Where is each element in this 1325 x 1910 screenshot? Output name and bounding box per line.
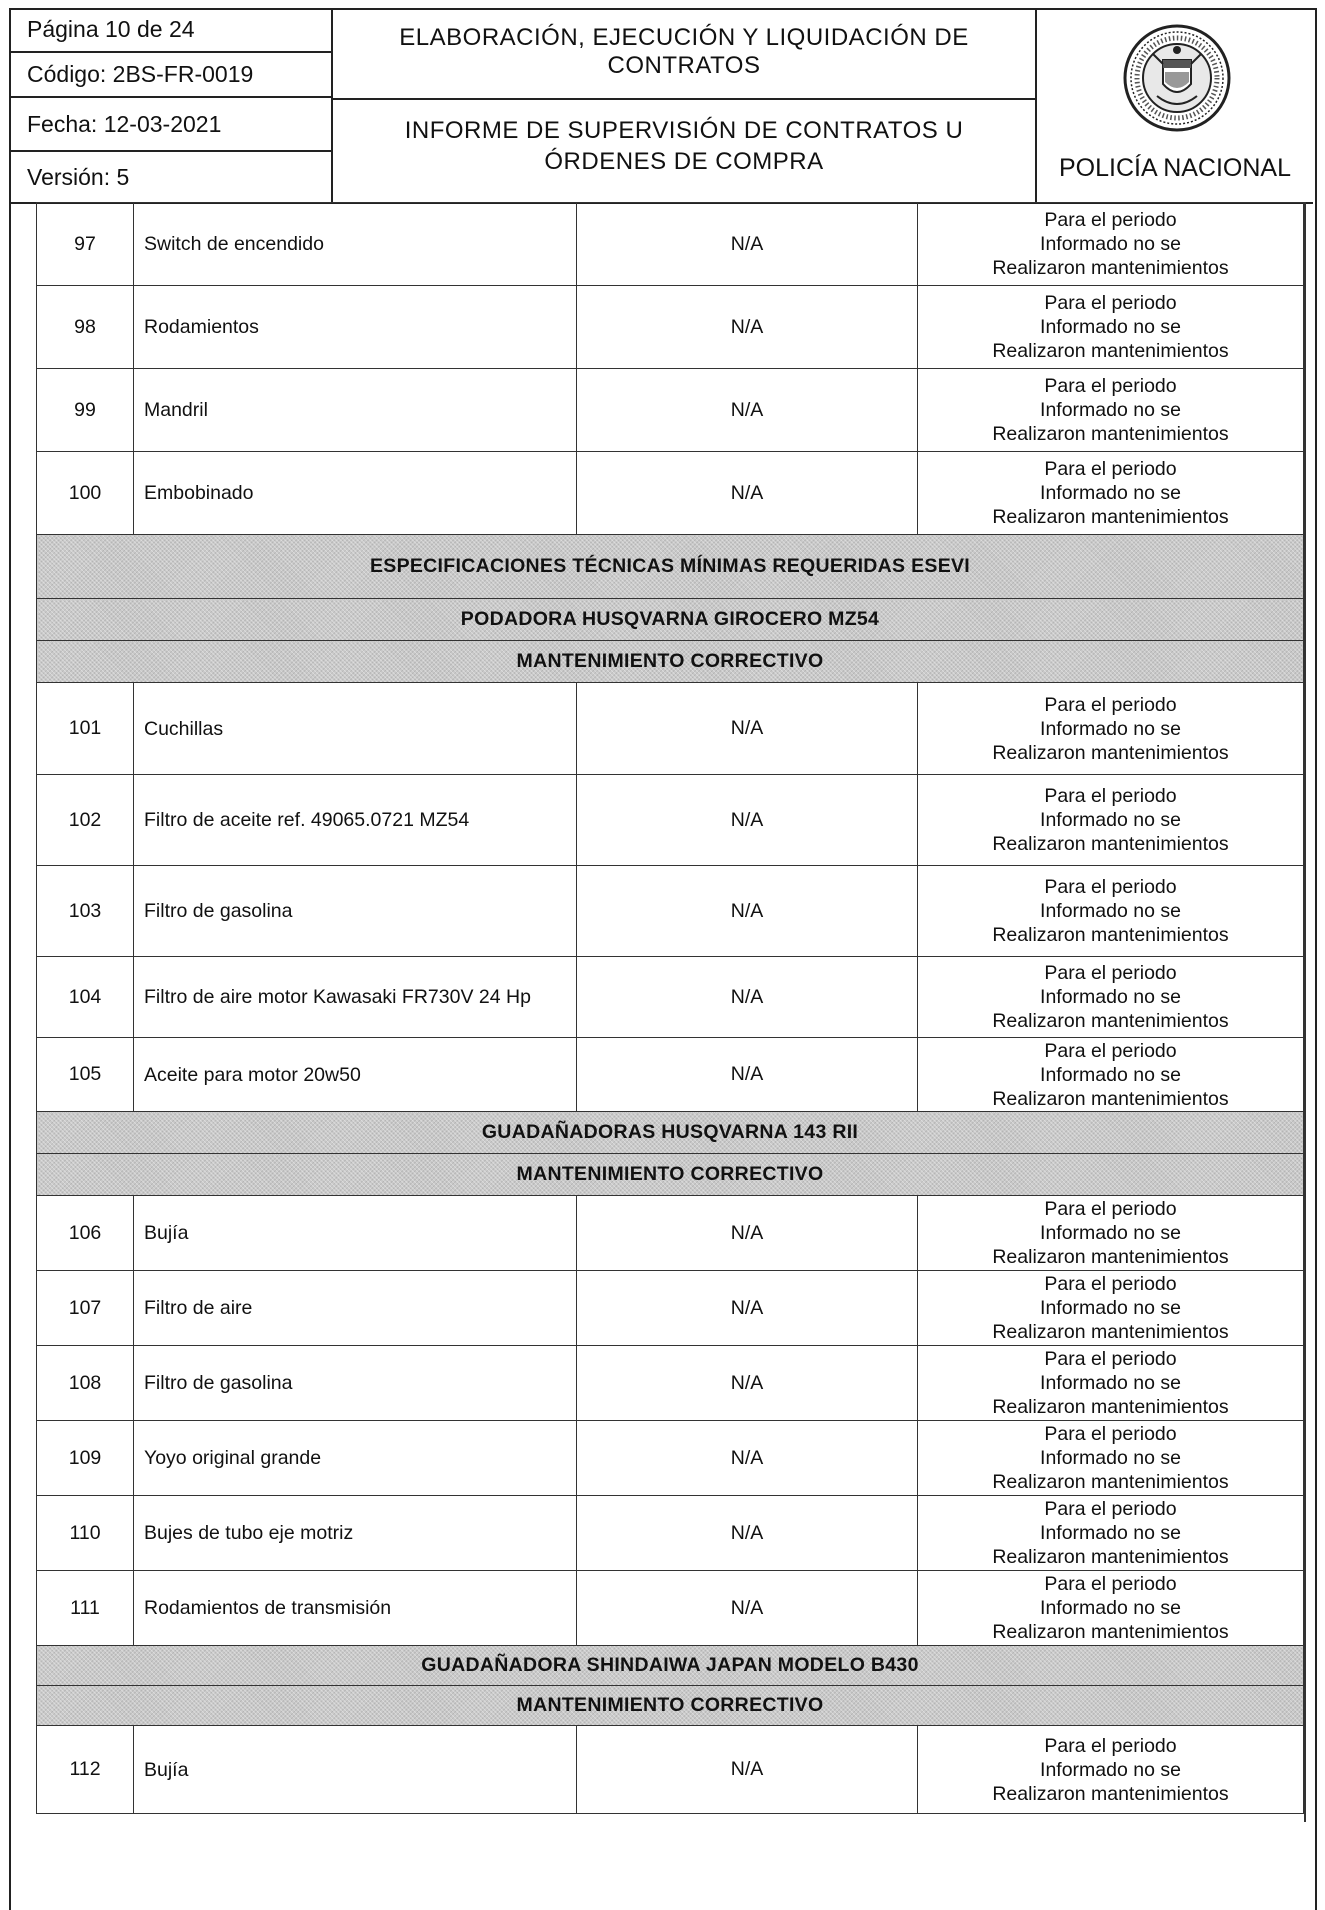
- title-line-2: CONTRATOS: [607, 52, 761, 79]
- item-value: N/A: [577, 203, 918, 286]
- table-row: [37, 957, 1304, 1038]
- table-row: [37, 775, 1304, 866]
- item-observation: Para el periodo Informado no se Realizaron mantenimientos: [918, 1571, 1304, 1646]
- item-observation: Para el periodo Informado no se Realizaron mantenimientos: [918, 369, 1304, 452]
- table-row: [37, 369, 1304, 452]
- table-row: [37, 286, 1304, 369]
- organization-name: POLICÍA NACIONAL: [1058, 154, 1292, 182]
- document-date: Fecha: 12-03-2021: [9, 98, 331, 152]
- table-row: [37, 1038, 1304, 1112]
- item-number: 106: [37, 1196, 134, 1271]
- item-observation: Para el periodo Informado no se Realizaron mantenimientos: [918, 866, 1304, 957]
- section-header: MANTENIMIENTO CORRECTIVO: [37, 1154, 1304, 1196]
- page-number: Página 10 de 24: [9, 8, 331, 53]
- item-number: 107: [37, 1271, 134, 1346]
- item-value: N/A: [577, 683, 918, 775]
- section-header: PODADORA HUSQVARNA GIROCERO MZ54: [37, 599, 1304, 641]
- item-value: N/A: [577, 1346, 918, 1421]
- item-description: Rodamientos: [134, 286, 577, 369]
- item-description: Filtro de gasolina: [134, 866, 577, 957]
- item-value: N/A: [577, 1421, 918, 1496]
- item-number: 109: [37, 1421, 134, 1496]
- item-description: Bujía: [134, 1196, 577, 1271]
- item-number: 101: [37, 683, 134, 775]
- item-observation: Para el periodo Informado no se Realizaron mantenimientos: [918, 775, 1304, 866]
- section-header: MANTENIMIENTO CORRECTIVO: [37, 641, 1304, 683]
- item-value: N/A: [577, 1571, 918, 1646]
- item-value: N/A: [577, 1496, 918, 1571]
- item-observation: Para el periodo Informado no se Realizaron mantenimientos: [918, 1421, 1304, 1496]
- item-value: N/A: [577, 1038, 918, 1112]
- item-description: Rodamientos de transmisión: [134, 1571, 577, 1646]
- table-row: [37, 683, 1304, 775]
- item-description: Yoyo original grande: [134, 1421, 577, 1496]
- item-value: N/A: [577, 452, 918, 535]
- item-description: Switch de encendido: [134, 203, 577, 286]
- item-description: Filtro de aire motor Kawasaki FR730V 24 Hp: [134, 957, 577, 1038]
- item-observation: Para el periodo Informado no se Realizaron mantenimientos: [918, 286, 1304, 369]
- item-description: Bujes de tubo eje motriz: [134, 1496, 577, 1571]
- item-number: 108: [37, 1346, 134, 1421]
- table-row: [37, 1421, 1304, 1496]
- item-observation: Para el periodo Informado no se Realizaron mantenimientos: [918, 1346, 1304, 1421]
- document-title-box: [333, 8, 1037, 202]
- item-description: Embobinado: [134, 452, 577, 535]
- item-description: Cuchillas: [134, 683, 577, 775]
- item-value: N/A: [577, 1726, 918, 1814]
- table-row: [37, 452, 1304, 535]
- item-number: 104: [37, 957, 134, 1038]
- title-line-1: ELABORACIÓN, EJECUCIÓN Y LIQUIDACIÓN DE: [399, 24, 969, 51]
- item-observation: Para el periodo Informado no se Realizaron mantenimientos: [918, 1271, 1304, 1346]
- organization-box: [1037, 8, 1313, 202]
- item-description: Aceite para motor 20w50: [134, 1038, 577, 1112]
- document-version: Versión: 5: [27, 163, 130, 190]
- item-value: N/A: [577, 957, 918, 1038]
- item-value: N/A: [577, 775, 918, 866]
- section-header: ESPECIFICACIONES TÉCNICAS MÍNIMAS REQUERIDAS ESEVI: [37, 535, 1304, 599]
- item-value: N/A: [577, 369, 918, 452]
- item-number: 98: [37, 286, 134, 369]
- table-row: [37, 1496, 1304, 1571]
- item-observation: Para el periodo Informado no se Realizaron mantenimientos: [918, 1496, 1304, 1571]
- item-observation: Para el periodo Informado no se Realizaron mantenimientos: [918, 1038, 1304, 1112]
- table-row: [37, 1571, 1304, 1646]
- item-value: N/A: [577, 286, 918, 369]
- item-description: Mandril: [134, 369, 577, 452]
- item-description: Filtro de aire: [134, 1271, 577, 1346]
- item-observation: Para el periodo Informado no se Realizaron mantenimientos: [918, 1196, 1304, 1271]
- supervision-table: [36, 202, 1304, 1814]
- table-row: [37, 1346, 1304, 1421]
- document-header: [9, 8, 1313, 204]
- document-control-box: [9, 8, 333, 202]
- section-header: GUADAÑADORA SHINDAIWA JAPAN MODELO B430: [37, 1646, 1304, 1686]
- table-row: [37, 866, 1304, 957]
- item-observation: Para el periodo Informado no se Realizaron mantenimientos: [918, 1726, 1304, 1814]
- table-row: [37, 1271, 1304, 1346]
- item-description: Filtro de gasolina: [134, 1346, 577, 1421]
- item-number: 97: [37, 203, 134, 286]
- policia-nacional-seal-icon: [1123, 24, 1231, 132]
- item-description: Filtro de aceite ref. 49065.0721 MZ54: [134, 775, 577, 866]
- item-number: 103: [37, 866, 134, 957]
- table-row: [37, 203, 1304, 286]
- subtitle-line-1: INFORME DE SUPERVISIÓN DE CONTRATOS U: [404, 117, 964, 144]
- item-number: 100: [37, 452, 134, 535]
- item-value: N/A: [577, 866, 918, 957]
- item-value: N/A: [577, 1196, 918, 1271]
- item-observation: Para el periodo Informado no se Realizaron mantenimientos: [918, 957, 1304, 1038]
- item-number: 102: [37, 775, 134, 866]
- item-number: 105: [37, 1038, 134, 1112]
- item-description: Bujía: [134, 1726, 577, 1814]
- table-row: [37, 1196, 1304, 1271]
- table-right-border: [1304, 202, 1306, 1822]
- item-observation: Para el periodo Informado no se Realizaron mantenimientos: [918, 203, 1304, 286]
- document-code: Código: 2BS-FR-0019: [9, 53, 331, 98]
- section-header: GUADAÑADORAS HUSQVARNA 143 RII: [37, 1112, 1304, 1154]
- subtitle-line-2: ÓRDENES DE COMPRA: [544, 148, 824, 175]
- item-number: 110: [37, 1496, 134, 1571]
- item-value: N/A: [577, 1271, 918, 1346]
- item-observation: Para el periodo Informado no se Realizaron mantenimientos: [918, 683, 1304, 775]
- section-header: MANTENIMIENTO CORRECTIVO: [37, 1686, 1304, 1726]
- item-number: 111: [37, 1571, 134, 1646]
- table-row: [37, 1726, 1304, 1814]
- item-observation: Para el periodo Informado no se Realizaron mantenimientos: [918, 452, 1304, 535]
- item-number: 99: [37, 369, 134, 452]
- item-number: 112: [37, 1726, 134, 1814]
